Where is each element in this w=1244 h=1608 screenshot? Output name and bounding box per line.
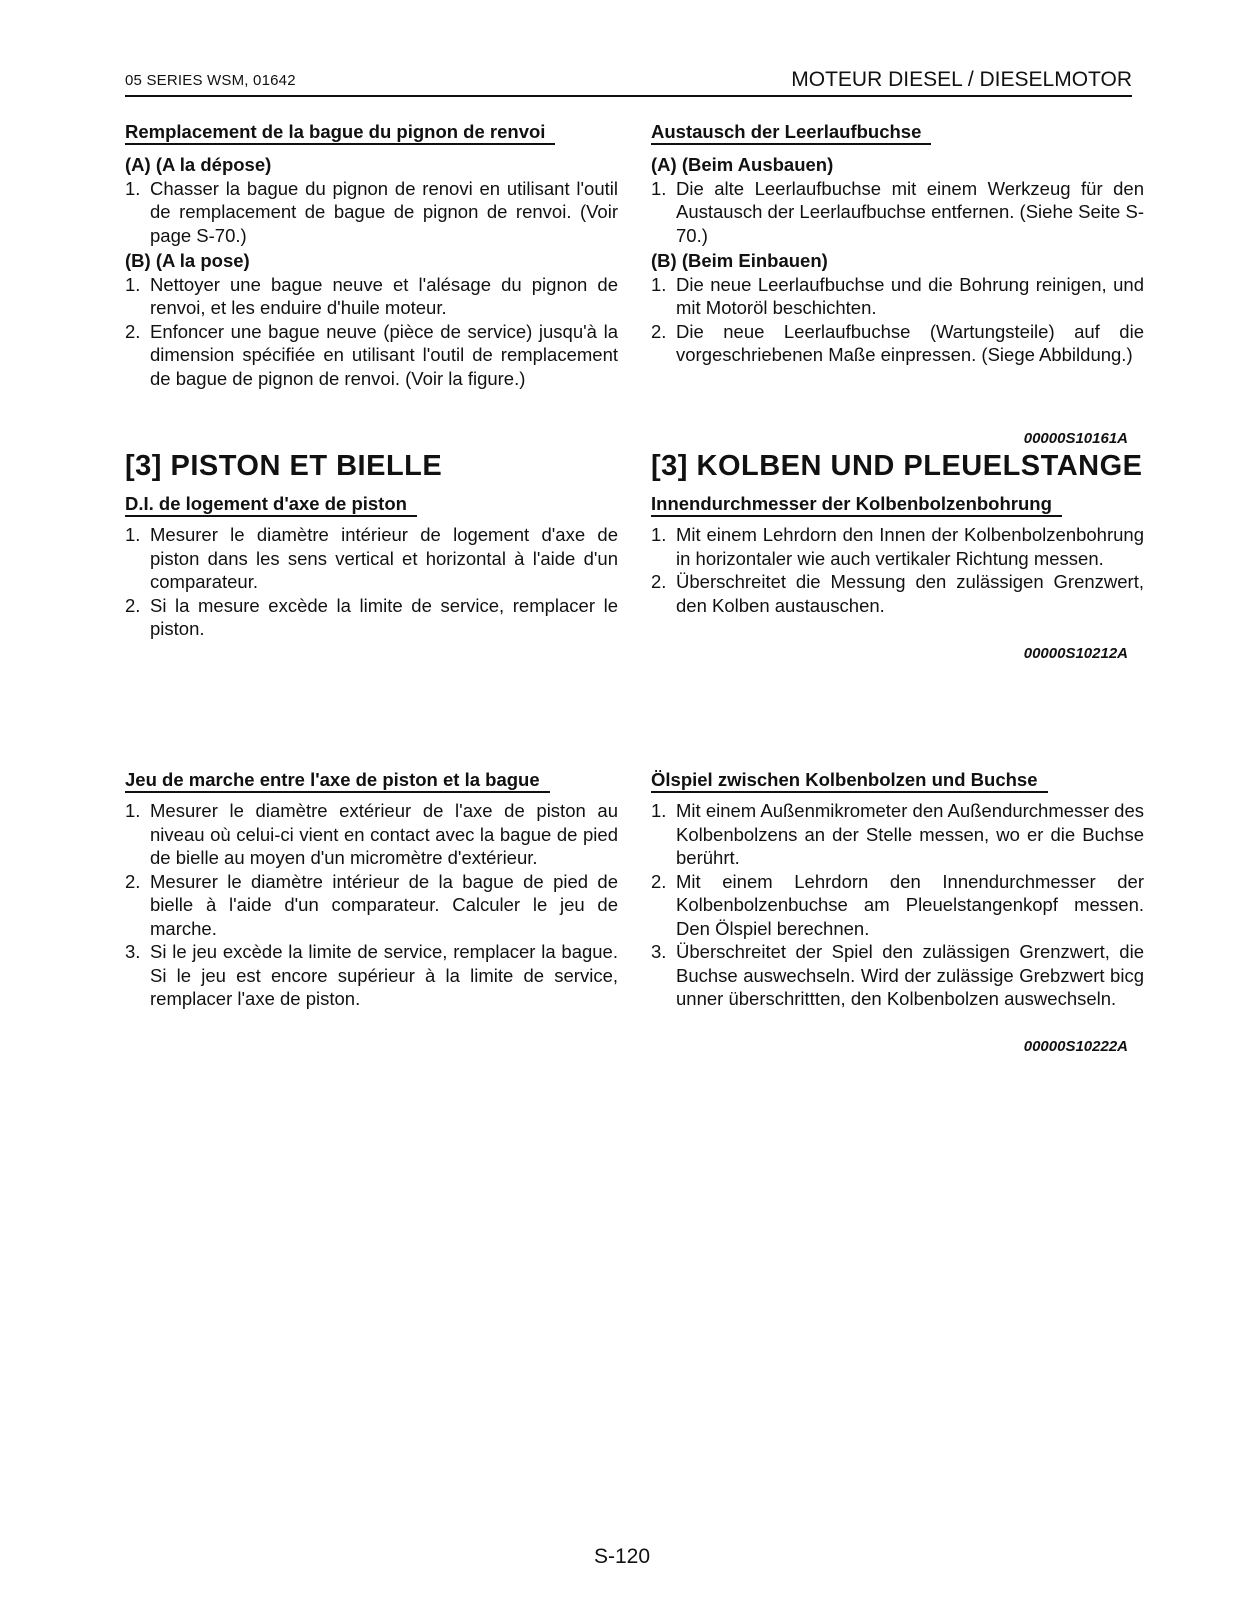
fr-clearance-steps (125, 799, 618, 1011)
step-number: 1. (651, 177, 667, 199)
de-piston-section (651, 492, 1144, 617)
step-text: Überschreitet der Spiel den zulässigen Grenzwert, die Buchse auswechseln. Wird der zulässige Grebzwert bicg unner überschrittten, den Kolbenbolzen auswechseln. (676, 941, 1144, 1009)
step-item (125, 177, 618, 248)
step-text: Si le jeu excède la limite de service, remplacer la bague. Si le jeu est encore supérieur à la limite de service, remplacer l'axe de piston. (150, 941, 618, 1009)
de-bushing-section (651, 120, 1144, 367)
fr-bushing-sub-b: (B) (A la pose) (125, 250, 250, 271)
step-item (125, 940, 618, 1011)
header-doc-id: 05 SERIES WSM, 01642 (125, 72, 296, 89)
fr-bushing-title: Remplacement de la bague du pignon de renvoi (125, 121, 555, 145)
step-text: Die neue Leerlaufbuchse und die Bohrung reinigen, und mit Motoröl beschichten. (676, 273, 1144, 318)
fr-bushing-section (125, 120, 618, 390)
step-text: Mesurer le diamètre intérieur de logement d'axe de piston dans les sens vertical et horizontal à l'aide d'un comparateur. (150, 524, 618, 592)
fr-bushing-steps-a (125, 177, 618, 248)
de-piston-code: 00000S10212A (1023, 645, 1128, 662)
step-item (651, 570, 1144, 617)
step-text: Überschreitet die Messung den zulässigen Grenzwert, den Kolben austauschen. (676, 571, 1144, 616)
step-number: 2. (651, 870, 667, 892)
step-text: Mesurer le diamètre intérieur de la bague de pied de bielle à l'aide d'un comparateur. Calculer le jeu de marche. (150, 870, 618, 939)
step-item (125, 594, 618, 641)
fr-bushing-sub-a: (A) (A la dépose) (125, 154, 272, 175)
step-number: 3. (125, 941, 141, 962)
fr-piston-steps (125, 523, 618, 641)
de-bushing-sub-a: (A) (Beim Ausbauen) (651, 154, 834, 175)
step-number: 1. (651, 524, 667, 545)
fr-bushing-steps-b (125, 273, 618, 391)
fr-piston-heading: [3] PISTON ET BIELLE (125, 450, 443, 482)
step-text: Die alte Leerlaufbuchse mit einem Werkzeug für den Austausch der Leerlaufbuchse entfernen. (Siehe Seite S-70.) (676, 177, 1144, 246)
de-clearance-steps (651, 799, 1144, 1011)
step-number: 1. (651, 800, 667, 821)
fr-clearance-section (125, 768, 618, 1011)
step-text: Chasser la bague du pignon de renovi en utilisant l'outil de remplacement de bague de pignon de renvoi. (Voir page S-70.) (150, 177, 618, 246)
de-clearance-section (651, 768, 1144, 1011)
step-number: 1. (125, 177, 141, 199)
fr-clearance-title: Jeu de marche entre l'axe de piston et la bague (125, 769, 550, 793)
step-number: 1. (651, 273, 667, 295)
page-number: S-120 (593, 1545, 651, 1568)
step-item (125, 523, 618, 594)
step-text: Si la mesure excède la limite de service, remplacer le piston. (150, 594, 618, 639)
de-bushing-code: 00000S10161A (1023, 430, 1128, 447)
step-item (651, 273, 1144, 320)
step-number: 3. (651, 941, 667, 962)
header-divider (125, 95, 1132, 97)
fr-piston-section (125, 492, 618, 641)
step-text: Mit einem Außenmikrometer den Außendurchmesser des Kolbenbolzens an der Stelle messen, wo er die Buchse berührt. (676, 800, 1144, 868)
step-text: Enfoncer une bague neuve (pièce de service) jusqu'à la dimension spécifiée en utilisant l'outil de remplacement de bague de pignon de renvoi. (Voir la figure.) (150, 320, 618, 389)
step-number: 2. (125, 594, 141, 616)
fr-piston-title: D.I. de logement d'axe de piston (125, 493, 417, 517)
step-number: 1. (125, 800, 141, 821)
de-bushing-steps-b (651, 273, 1144, 367)
step-item (125, 273, 618, 320)
step-text: Mesurer le diamètre extérieur de l'axe de piston au niveau où celui-ci vient en contact avec la bague de pied de bielle au moyen d'un micromètre d'extérieur. (150, 800, 618, 868)
step-number: 1. (125, 273, 141, 295)
step-number: 2. (125, 320, 141, 342)
step-item (125, 799, 618, 870)
step-item (125, 320, 618, 391)
step-text: Die neue Leerlaufbuchse (Wartungsteile) auf die vorgeschriebenen Maße einpressen. (Siege Abbildung.) (676, 320, 1144, 365)
step-number: 1. (125, 524, 141, 545)
header-section-title: MOTEUR DIESEL / DIESELMOTOR (791, 68, 1132, 91)
step-text: Mit einem Lehrdorn den Innen der Kolbenbolzenbohrung in horizontaler wie auch vertikaler Richtung messen. (676, 524, 1144, 569)
step-item (651, 799, 1144, 870)
step-number: 2. (125, 870, 141, 892)
de-piston-title: Innendurchmesser der Kolbenbolzenbohrung (651, 493, 1062, 517)
de-bushing-sub-b: (B) (Beim Einbauen) (651, 250, 828, 271)
step-item (651, 870, 1144, 941)
step-item (651, 940, 1144, 1011)
de-piston-heading: [3] KOLBEN UND PLEUELSTANGE (651, 450, 1143, 482)
de-bushing-title: Austausch der Leerlaufbuchse (651, 121, 931, 145)
step-number: 2. (651, 571, 667, 592)
step-text: Nettoyer une bague neuve et l'alésage du pignon de renvoi, et les enduire d'huile moteur. (150, 273, 618, 318)
step-item (651, 320, 1144, 367)
de-bushing-steps-a (651, 177, 1144, 248)
de-piston-steps (651, 523, 1144, 617)
step-text: Mit einem Lehrdorn den Innendurchmesser der Kolbenbolzenbuchse am Pleuelstangenkopf messen. Den Ölspiel berechnen. (676, 870, 1144, 939)
step-item (651, 523, 1144, 570)
de-clearance-title: Ölspiel zwischen Kolbenbolzen und Buchse (651, 769, 1048, 793)
step-number: 2. (651, 320, 667, 342)
de-clearance-code: 00000S10222A (1023, 1038, 1128, 1055)
step-item (125, 870, 618, 941)
step-item (651, 177, 1144, 248)
